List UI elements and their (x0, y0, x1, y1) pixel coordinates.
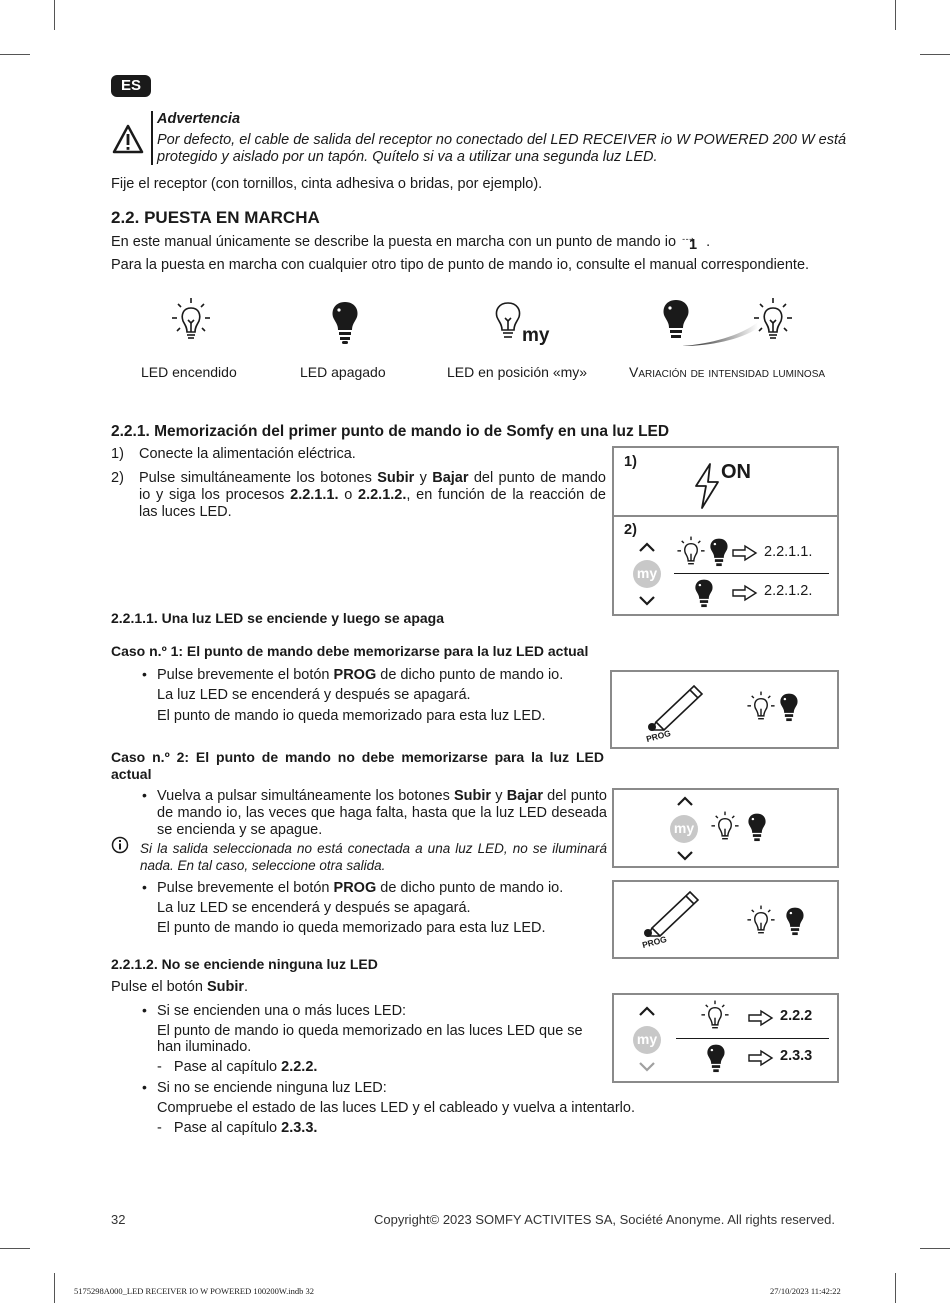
body-text: La luz LED se encenderá y después se apagará. (157, 900, 471, 916)
figure-step-number: 2) (624, 522, 637, 538)
text-span: de dicho punto de mando io. (376, 880, 564, 896)
text-span: Subir (454, 788, 492, 804)
arrow-right-icon (732, 544, 758, 562)
figure-step-number: 1) (624, 454, 637, 470)
text-span: 2.3.3. (281, 1120, 318, 1136)
my-label: my (522, 325, 550, 346)
text-span: Pase al capítulo (173, 1120, 282, 1136)
text-span: del punto de mando io, las veces que haga falta, hasta que la luz LED deseada se encienda y se apague. (157, 788, 607, 838)
case-heading: Caso n.º 2: El punto de mando no debe memorizarse para la luz LED actual (111, 749, 604, 782)
down-chevron-icon (676, 850, 694, 862)
bullet-text (157, 788, 607, 839)
text-span: 2.2.2. (281, 1059, 318, 1075)
my-button-icon: my (670, 815, 698, 843)
text-span: Pase al capítulo (173, 1059, 282, 1075)
legend-label: LED encendido (141, 364, 237, 380)
up-chevron-icon (638, 1005, 656, 1017)
bullet-text (157, 880, 563, 897)
step-text (139, 470, 606, 521)
text-span: y (491, 788, 507, 804)
dash-item: - Pase al capítulo 2.2.2. (157, 1059, 318, 1075)
step-number: 2) (111, 470, 124, 486)
bulb-off-icon (784, 906, 806, 938)
body-text: Para la puesta en marcha con cualquier otro tipo de punto de mando io, consulte el manual correspondiente. (111, 257, 810, 273)
case-heading: Caso n.º 1: El punto de mando debe memorizarse para la luz LED actual (111, 643, 589, 659)
crop-mark (920, 54, 950, 55)
text-span: , en función de la reacción de las luces LED. (139, 487, 606, 520)
text-span: Bajar (506, 788, 543, 804)
text-span: Pulse brevemente el botón (157, 880, 334, 896)
bullet-text (157, 667, 563, 684)
bulb-off-icon (705, 1043, 727, 1075)
step-text: Conecte la alimentación eléctrica. (139, 446, 356, 462)
section-heading: 2.2. PUESTA EN MARCHA (111, 208, 320, 227)
language-badge: ES (111, 75, 151, 97)
text-span: Subir (377, 470, 415, 486)
arrow-right-icon (748, 1049, 774, 1067)
warning-title: Advertencia (157, 111, 241, 127)
step-number: 1) (111, 446, 124, 462)
text-span: 2.2.1.1. (290, 487, 339, 503)
bulb-off-icon (329, 300, 361, 346)
reference-label: 2.2.1.2. (764, 583, 813, 599)
print-file-info: 5175298A000_LED RECEIVER IO W POWERED 100200W.indb 32 (74, 1286, 314, 1296)
bullet: • (142, 1079, 147, 1095)
crop-mark (54, 1273, 55, 1303)
bulb-on-icon (676, 535, 706, 571)
warning-text: Por defecto, el cable de salida del receptor no conectado del LED RECEIVER io W POWERED 200 W está (157, 132, 847, 148)
bulb-off-icon (746, 812, 768, 844)
bulb-on-icon (170, 296, 212, 346)
copyright: Copyright© 2023 SOMFY ACTIVITES SA, Société Anonyme. All rights reserved. (374, 1212, 835, 1227)
legend-label: Variación de intensidad luminosa (629, 364, 826, 380)
crop-mark (895, 0, 896, 30)
text-span: Pulse el botón (111, 979, 207, 995)
text-span: Pulse simultáneamente los botones (139, 470, 378, 486)
text-span: PROG (333, 880, 377, 896)
crop-mark (54, 0, 55, 30)
subsection-heading: 2.2.1.2. No se enciende ninguna luz LED (111, 956, 378, 972)
body-text-span: En este manual únicamente se describe la puesta en marcha con un punto de mando io (111, 234, 677, 250)
down-chevron-icon (638, 1061, 656, 1073)
arrow-right-icon (732, 584, 758, 602)
bullet-text: Si se encienden una o más luces LED: (157, 1003, 407, 1019)
bulb-on-icon (710, 810, 740, 846)
intensity-variation-icon (660, 296, 800, 348)
legend-label: LED en posición «my» (447, 364, 588, 380)
bulb-on-icon (700, 999, 730, 1035)
text-span: Vuelva a pulsar simultáneamente los botones (157, 788, 455, 804)
lightning-icon (692, 462, 722, 510)
body-text: Compruebe el estado de las luces LED y el cableado y vuelva a intentarlo. (157, 1100, 635, 1116)
arrow-right-icon (748, 1009, 774, 1027)
figure-led-reaction (612, 515, 839, 616)
crop-mark (920, 1248, 950, 1249)
crop-mark (0, 1248, 30, 1249)
my-button-icon: my (633, 560, 661, 588)
bullet: • (142, 879, 147, 895)
down-chevron-icon (638, 595, 656, 607)
divider (674, 573, 829, 574)
text-span: y (414, 470, 433, 486)
crop-mark (0, 54, 30, 55)
bullet: • (142, 1002, 147, 1018)
reference-label: 2.2.2 (780, 1008, 813, 1024)
print-date: 27/10/2023 11:42:22 (770, 1286, 841, 1296)
bulb-off-icon (708, 537, 730, 569)
figure-result (612, 993, 839, 1083)
text-span: 2.2.1.2. (358, 487, 407, 503)
body-text: Fije el receptor (con tornillos, cinta adhesiva o bridas, por ejemplo). (111, 176, 543, 192)
figure-prog (610, 670, 839, 749)
my-button-icon: my (633, 1026, 661, 1054)
bulb-off-icon (693, 578, 715, 610)
crop-mark (895, 1273, 896, 1303)
legend-label: LED apagado (300, 364, 386, 380)
subsection-heading: 2.2.1.1. Una luz LED se enciende y luego se apaga (111, 610, 445, 626)
prog-label: PROG (641, 933, 668, 951)
bullet-text: Si no se enciende ninguna luz LED: (157, 1080, 387, 1096)
text-span: Pulse brevemente el botón (157, 667, 334, 683)
text-span: . (244, 979, 249, 995)
text-span: de dicho punto de mando io. (376, 667, 564, 683)
bulb-on-icon (746, 904, 776, 940)
text-span: PROG (333, 667, 377, 683)
body-text (111, 979, 248, 996)
prog-label: PROG (645, 727, 672, 745)
body-text: han iluminado. (157, 1039, 252, 1055)
warning-icon (112, 124, 144, 154)
body-text: El punto de mando io queda memorizado en las luces LED que se (157, 1023, 583, 1039)
up-chevron-icon (676, 795, 694, 807)
warning-bar (151, 111, 153, 165)
subsection-heading: 2.2.1. Memorización del primer punto de mando io de Somfy en una luz LED (111, 423, 670, 440)
figure-prog (612, 880, 839, 959)
reference-label: 2.2.1.1. (764, 544, 813, 560)
bulb-on-icon (746, 690, 776, 726)
text-span: del punto de mando io y siga los procesos (139, 470, 606, 503)
bullet: • (142, 666, 147, 682)
text-span: Subir (206, 979, 244, 995)
remote-one-icon: - - -› 1 (682, 234, 698, 253)
text-span: Bajar (432, 470, 469, 486)
up-chevron-icon (638, 541, 656, 553)
warning-text: protegido y aislado por un tapón. Quítelo si va a utilizar una segunda luz LED. (157, 149, 658, 165)
page-number: 32 (111, 1212, 126, 1227)
figure-power-on (612, 446, 839, 517)
divider (676, 1038, 829, 1039)
dash-item: - Pase al capítulo 2.3.3. (157, 1120, 318, 1136)
reference-label: 2.3.3 (780, 1048, 813, 1064)
body-text: En este manual únicamente se describe la puesta en marcha con un punto de mando io - - -› 1 . (111, 234, 711, 253)
text-span: o (338, 487, 359, 503)
on-label: ON (721, 461, 751, 483)
bullet: • (142, 787, 147, 803)
body-text: El punto de mando io queda memorizado para esta luz LED. (157, 920, 546, 936)
figure-up-down (612, 788, 839, 868)
body-text: La luz LED se encenderá y después se apagará. (157, 687, 471, 703)
body-text: El punto de mando io queda memorizado para esta luz LED. (157, 708, 546, 724)
note-text: Si la salida seleccionada no está conectada a una luz LED, no se iluminará nada. En tal caso, seleccione otra salida. (140, 841, 607, 873)
info-icon (111, 836, 129, 854)
remote-one-label: 1 (689, 237, 698, 253)
bulb-off-icon (778, 692, 800, 724)
